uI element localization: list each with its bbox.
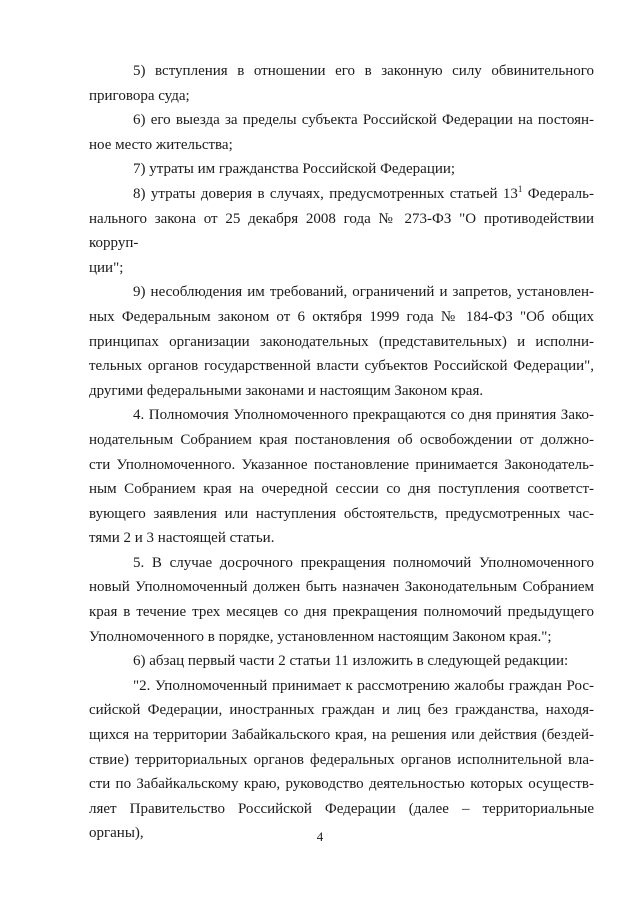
- line-text: Уполномоченного в порядке, установленном настоящим Законом края.";: [89, 628, 552, 645]
- line-text: вующего заявления или наступления обстоятельств, предусмотренных час-: [89, 505, 594, 522]
- paragraph: [89, 403, 594, 551]
- text-line: [89, 698, 594, 723]
- text-line: [89, 354, 594, 379]
- text-line: [89, 453, 594, 478]
- line-text: ствие) территориальных органов федеральных органов исполнительной вла-: [89, 751, 594, 768]
- text-line: [89, 133, 594, 158]
- text-line: [89, 330, 594, 355]
- line-text: 9) несоблюдения им требований, ограничений и запретов, установлен-: [133, 284, 594, 301]
- document-body: [89, 59, 594, 846]
- line-text: принципах организации законодательных (представительных) и исполни-: [89, 333, 594, 350]
- text-line: [89, 649, 594, 674]
- text-line: [89, 674, 594, 699]
- line-text: 6) его выезда за пределы субъекта Российской Федерации на постоян-: [133, 112, 594, 129]
- line-text: новый Уполномоченный должен быть назначен Законодательным Собранием: [89, 579, 594, 596]
- text-line: [89, 280, 594, 305]
- text-line: [89, 403, 594, 428]
- text-line: [89, 157, 594, 182]
- text-line: [89, 772, 594, 797]
- text-line: [89, 59, 594, 84]
- paragraph: [89, 551, 594, 649]
- text-line: [89, 182, 594, 207]
- text-line: [89, 108, 594, 133]
- line-text: тельных органов государственной власти субъектов Российской Федерации",: [89, 358, 594, 375]
- footnote-superscript: 1: [517, 183, 523, 194]
- line-text: тями 2 и 3 настоящей статьи.: [89, 530, 275, 547]
- text-line: [89, 748, 594, 773]
- paragraph: [89, 108, 594, 157]
- paragraph: [89, 157, 594, 182]
- line-text: щихся на территории Забайкальского края, на решения или действия (бездей-: [89, 727, 594, 744]
- paragraph: [89, 649, 594, 674]
- paragraph: [89, 182, 594, 280]
- text-line: [89, 502, 594, 527]
- text-line: [89, 575, 594, 600]
- text-line: [89, 600, 594, 625]
- text-line: [89, 723, 594, 748]
- text-line: [89, 84, 594, 109]
- line-text: нодательным Собранием края постановления об освобождении от должно-: [89, 431, 594, 448]
- line-text: "2. Уполномоченный принимает к рассмотрению жалобы граждан Рос-: [133, 677, 594, 694]
- line-text: 6) абзац первый части 2 статьи 11 изложить в следующей редакции:: [133, 653, 569, 670]
- text-line: [89, 379, 594, 404]
- line-text: ное место жительства;: [89, 136, 233, 153]
- line-text: 7) утраты им гражданства Российской Федерации;: [133, 161, 456, 178]
- line-text: 8) утраты доверия в случаях, предусмотренных статьей 13: [133, 185, 518, 202]
- line-text: ных Федеральным законом от 6 октября 1999 года № 184-ФЗ "Об общих: [89, 308, 594, 325]
- text-line: [89, 428, 594, 453]
- text-line: [89, 477, 594, 502]
- text-line: [89, 625, 594, 650]
- paragraph: [89, 59, 594, 108]
- line-text: ции";: [89, 259, 124, 276]
- text-line: [89, 551, 594, 576]
- line-text: приговора суда;: [89, 87, 190, 104]
- text-line: [89, 207, 594, 256]
- line-text: 5. В случае досрочного прекращения полномочий Уполномоченного: [133, 554, 594, 571]
- text-line: [89, 526, 594, 551]
- line-text: нального закона от 25 декабря 2008 года № 273-ФЗ "О противодействии корруп-: [89, 210, 594, 252]
- line-text: 5) вступления в отношении его в законную силу обвинительного: [133, 63, 594, 79]
- text-line: [89, 305, 594, 330]
- line-text: 4. Полномочия Уполномоченного прекращаются со дня принятия Зако-: [133, 407, 594, 424]
- page-number: 4: [316, 829, 324, 844]
- paragraph: [89, 280, 594, 403]
- line-text: ляет Правительство Российской Федерации (далее – территориальные органы),: [89, 800, 594, 842]
- line-text: края в течение трех месяцев со дня прекращения полномочий предыдущего: [89, 604, 594, 621]
- line-text: сийской Федерации, иностранных граждан и лиц без гражданства, находя-: [89, 702, 594, 719]
- line-text: ным Собранием края на очередной сессии со дня поступления соответст-: [89, 481, 594, 498]
- line-text-tail: Федераль-: [522, 185, 594, 202]
- line-text: сти по Забайкальскому краю, руководство деятельностью которых осуществ-: [89, 776, 594, 793]
- text-line: [89, 256, 594, 281]
- line-text: сти Уполномоченного. Указанное постановление принимается Законодатель-: [89, 456, 594, 473]
- line-text: другими федеральными законами и настоящим Законом края.: [89, 382, 484, 399]
- paragraph: [89, 674, 594, 846]
